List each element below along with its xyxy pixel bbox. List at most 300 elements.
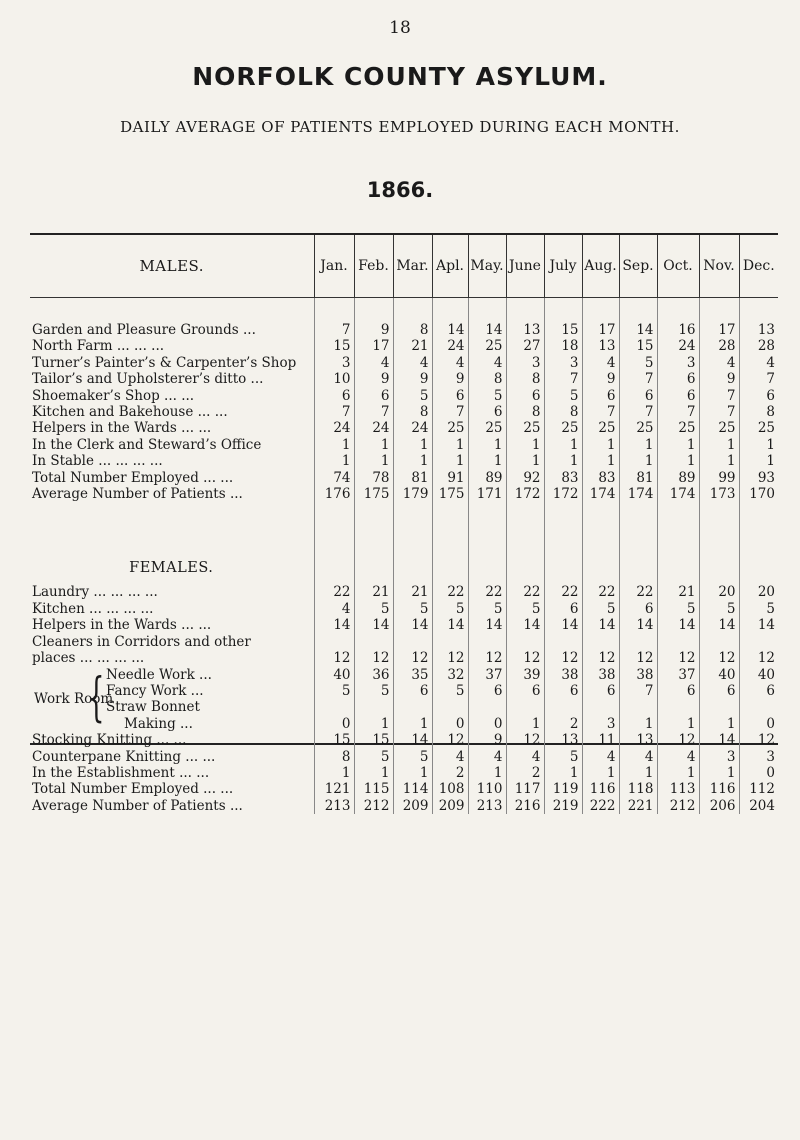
spacer-cell — [468, 634, 506, 650]
value-cell: 6 — [582, 388, 619, 404]
row-label: Cleaners in Corridors and other — [32, 633, 251, 650]
value-cell: 222 — [582, 798, 619, 814]
value-cell: 114 — [393, 781, 432, 797]
value-cell: 35 — [393, 667, 432, 683]
value-cell: 7 — [699, 388, 739, 404]
table-row — [30, 371, 778, 387]
value-cell: 7 — [582, 404, 619, 420]
value-cell: 36 — [354, 667, 393, 683]
value-cell: 171 — [468, 486, 506, 502]
row-label: places ... ... ... ... — [32, 650, 145, 667]
value-cell: 0 — [432, 716, 468, 732]
value-cell: 38 — [544, 667, 582, 683]
value-cell: 91 — [432, 470, 468, 486]
table-row — [30, 732, 778, 748]
spacer-cell — [699, 699, 739, 715]
spacer-cell — [393, 502, 432, 584]
value-cell: 5 — [739, 601, 778, 617]
value-cell: 6 — [432, 388, 468, 404]
value-cell: 25 — [544, 420, 582, 436]
spacer-cell — [699, 298, 739, 323]
value-cell: 7 — [619, 683, 657, 699]
value-cell: 173 — [699, 486, 739, 502]
value-cell: 12 — [506, 732, 544, 748]
value-cell: 32 — [432, 667, 468, 683]
value-cell: 4 — [314, 601, 354, 617]
value-cell: 2 — [432, 765, 468, 781]
value-cell: 7 — [314, 322, 354, 338]
value-cell: 5 — [314, 683, 354, 699]
value-cell: 5 — [354, 683, 393, 699]
value-cell: 1 — [657, 716, 699, 732]
value-cell: 1 — [506, 716, 544, 732]
value-cell: 38 — [619, 667, 657, 683]
page-title: NORFOLK COUNTY ASYLUM. — [192, 62, 608, 91]
row-label: Average Number of Patients ... — [32, 486, 243, 503]
value-cell: 13 — [739, 322, 778, 338]
value-cell: 89 — [468, 470, 506, 486]
value-cell: 28 — [699, 338, 739, 354]
value-cell: 6 — [506, 683, 544, 699]
month-header: Jan. — [314, 235, 354, 298]
spacer-cell — [354, 502, 393, 584]
value-cell: 3 — [739, 749, 778, 765]
month-header: Oct. — [657, 235, 699, 298]
value-cell: 18 — [544, 338, 582, 354]
value-cell: 1 — [314, 765, 354, 781]
value-cell: 219 — [544, 798, 582, 814]
table-row — [30, 584, 778, 600]
value-cell: 12 — [468, 650, 506, 666]
value-cell: 1 — [393, 765, 432, 781]
row-label: Laundry ... ... ... ... — [32, 584, 158, 601]
work-room-item — [32, 716, 311, 732]
spacer-cell — [582, 634, 619, 650]
value-cell: 6 — [354, 388, 393, 404]
value-cell: 12 — [432, 650, 468, 666]
value-cell: 3 — [506, 355, 544, 371]
value-cell: 4 — [619, 749, 657, 765]
spacer-cell — [432, 634, 468, 650]
males-header: MALES. — [30, 235, 314, 298]
value-cell: 0 — [314, 716, 354, 732]
table-row — [30, 634, 778, 650]
value-cell: 6 — [699, 683, 739, 699]
section-heading: FEMALES. — [129, 560, 214, 577]
value-cell: 1 — [582, 437, 619, 453]
value-cell: 6 — [506, 388, 544, 404]
value-cell: 17 — [354, 338, 393, 354]
value-cell: 1 — [506, 437, 544, 453]
row-label: Stocking Knitting ... ... — [32, 732, 187, 749]
value-cell: 1 — [739, 437, 778, 453]
value-cell: 14 — [468, 322, 506, 338]
value-cell: 1 — [354, 437, 393, 453]
row-label: Garden and Pleasure Grounds ... — [32, 322, 256, 338]
row-label: Making ... — [124, 715, 193, 732]
value-cell: 3 — [544, 355, 582, 371]
value-cell: 0 — [468, 716, 506, 732]
value-cell: 7 — [619, 371, 657, 387]
value-cell: 12 — [699, 650, 739, 666]
value-cell: 179 — [393, 486, 432, 502]
value-cell: 37 — [468, 667, 506, 683]
value-cell: 25 — [506, 420, 544, 436]
row-label — [30, 716, 314, 732]
spacer-cell — [544, 502, 582, 584]
value-cell: 5 — [393, 601, 432, 617]
row-label: Kitchen ... ... ... ... — [32, 600, 154, 617]
value-cell: 14 — [506, 617, 544, 633]
value-cell: 7 — [314, 404, 354, 420]
value-cell: 12 — [506, 650, 544, 666]
spacer-cell — [314, 634, 354, 650]
value-cell: 14 — [739, 617, 778, 633]
value-cell: 4 — [432, 749, 468, 765]
value-cell: 24 — [354, 420, 393, 436]
value-cell: 22 — [506, 584, 544, 600]
value-cell: 119 — [544, 781, 582, 797]
value-cell: 1 — [468, 765, 506, 781]
value-cell: 15 — [314, 732, 354, 748]
value-cell: 1 — [354, 453, 393, 469]
row-label: In the Establishment ... ... — [32, 764, 210, 781]
value-cell: 1 — [544, 765, 582, 781]
value-cell: 110 — [468, 781, 506, 797]
value-cell: 1 — [619, 716, 657, 732]
value-cell: 213 — [468, 798, 506, 814]
value-cell: 13 — [619, 732, 657, 748]
value-cell: 116 — [582, 781, 619, 797]
spacer-cell — [468, 699, 506, 715]
value-cell: 5 — [468, 388, 506, 404]
value-cell: 17 — [582, 322, 619, 338]
spacer-cell — [354, 298, 393, 323]
value-cell: 9 — [354, 371, 393, 387]
month-header: June — [506, 235, 544, 298]
value-cell: 212 — [657, 798, 699, 814]
value-cell: 25 — [468, 420, 506, 436]
value-cell: 25 — [699, 420, 739, 436]
value-cell: 8 — [314, 749, 354, 765]
value-cell: 12 — [739, 732, 778, 748]
value-cell: 8 — [468, 371, 506, 387]
spacer-cell — [739, 502, 778, 584]
value-cell: 1 — [619, 437, 657, 453]
value-cell: 1 — [657, 453, 699, 469]
value-cell: 28 — [739, 338, 778, 354]
value-cell: 25 — [739, 420, 778, 436]
month-header: Dec. — [739, 235, 778, 298]
table-row — [30, 453, 778, 469]
value-cell: 209 — [432, 798, 468, 814]
value-cell: 14 — [619, 617, 657, 633]
value-cell: 115 — [354, 781, 393, 797]
value-cell: 1 — [544, 453, 582, 469]
table-body — [30, 298, 778, 815]
value-cell: 1 — [699, 453, 739, 469]
value-cell: 25 — [432, 420, 468, 436]
value-cell: 6 — [393, 683, 432, 699]
value-cell: 12 — [354, 650, 393, 666]
value-cell: 9 — [468, 732, 506, 748]
value-cell: 12 — [314, 650, 354, 666]
value-cell: 5 — [619, 355, 657, 371]
value-cell: 40 — [699, 667, 739, 683]
spacer-cell — [314, 298, 354, 323]
value-cell: 7 — [739, 371, 778, 387]
value-cell: 5 — [699, 601, 739, 617]
spacer-cell — [30, 298, 314, 323]
value-cell: 1 — [657, 765, 699, 781]
spacer-cell — [468, 502, 506, 584]
row-label: Needle Work ... — [106, 666, 212, 683]
spacer-cell — [506, 502, 544, 584]
value-cell: 7 — [354, 404, 393, 420]
row-label: In the Clerk and Steward’s Office — [32, 436, 262, 453]
value-cell: 14 — [468, 617, 506, 633]
value-cell: 20 — [739, 584, 778, 600]
value-cell: 40 — [314, 667, 354, 683]
row-label: Total Number Employed ... ... — [32, 781, 234, 798]
value-cell: 14 — [699, 732, 739, 748]
value-cell: 3 — [657, 355, 699, 371]
employment-table — [30, 235, 778, 814]
value-cell: 21 — [657, 584, 699, 600]
table-row — [30, 322, 778, 338]
value-cell: 1 — [468, 453, 506, 469]
value-cell: 14 — [393, 732, 432, 748]
value-cell: 22 — [619, 584, 657, 600]
value-cell: 13 — [582, 338, 619, 354]
table-row — [30, 338, 778, 354]
value-cell: 116 — [699, 781, 739, 797]
value-cell: 118 — [619, 781, 657, 797]
spacer-cell — [468, 298, 506, 323]
table-row — [30, 404, 778, 420]
month-header: July — [544, 235, 582, 298]
value-cell: 14 — [619, 322, 657, 338]
value-cell: 99 — [699, 470, 739, 486]
value-cell: 12 — [393, 650, 432, 666]
value-cell: 170 — [739, 486, 778, 502]
value-cell: 175 — [354, 486, 393, 502]
row-label: Tailor’s and Upholsterer’s ditto ... — [32, 371, 264, 388]
value-cell: 24 — [393, 420, 432, 436]
value-cell: 204 — [739, 798, 778, 814]
value-cell: 1 — [432, 453, 468, 469]
spacer-cell — [432, 502, 468, 584]
spacer-cell — [354, 699, 393, 715]
value-cell: 21 — [393, 338, 432, 354]
value-cell: 2 — [544, 716, 582, 732]
table-row — [30, 765, 778, 781]
value-cell: 4 — [582, 355, 619, 371]
value-cell: 81 — [619, 470, 657, 486]
value-cell: 14 — [582, 617, 619, 633]
value-cell: 4 — [506, 749, 544, 765]
value-cell: 172 — [506, 486, 544, 502]
value-cell: 5 — [468, 601, 506, 617]
value-cell: 0 — [739, 716, 778, 732]
value-cell: 10 — [314, 371, 354, 387]
value-cell: 1 — [699, 716, 739, 732]
row-label: Total Number Employed ... ... — [32, 469, 234, 486]
page-subtitle: DAILY AVERAGE OF PATIENTS EMPLOYED DURING EACH MONTH. — [120, 118, 680, 136]
value-cell: 5 — [432, 683, 468, 699]
spacer-cell — [506, 634, 544, 650]
section-row — [30, 502, 778, 584]
page-number: 18 — [389, 18, 411, 38]
value-cell: 40 — [739, 667, 778, 683]
value-cell: 9 — [354, 322, 393, 338]
value-cell: 8 — [739, 404, 778, 420]
value-cell: 5 — [582, 601, 619, 617]
value-cell: 22 — [432, 584, 468, 600]
value-cell: 3 — [314, 355, 354, 371]
row-label: Kitchen and Bakehouse ... ... — [32, 404, 228, 421]
value-cell: 20 — [699, 584, 739, 600]
value-cell: 6 — [314, 388, 354, 404]
value-cell: 14 — [699, 617, 739, 633]
value-cell: 1 — [393, 453, 432, 469]
value-cell: 3 — [699, 749, 739, 765]
spacer-cell — [544, 298, 582, 323]
value-cell: 8 — [506, 404, 544, 420]
value-cell: 25 — [582, 420, 619, 436]
value-cell: 6 — [468, 683, 506, 699]
month-header: Sep. — [619, 235, 657, 298]
value-cell: 78 — [354, 470, 393, 486]
value-cell: 6 — [657, 683, 699, 699]
value-cell: 22 — [314, 584, 354, 600]
value-cell: 4 — [739, 355, 778, 371]
value-cell: 11 — [582, 732, 619, 748]
value-cell: 7 — [432, 404, 468, 420]
value-cell: 14 — [314, 617, 354, 633]
value-cell: 1 — [354, 716, 393, 732]
value-cell: 21 — [354, 584, 393, 600]
value-cell: 15 — [619, 338, 657, 354]
table-row — [30, 470, 778, 486]
spacer-cell — [506, 298, 544, 323]
value-cell: 4 — [657, 749, 699, 765]
value-cell: 1 — [739, 453, 778, 469]
value-cell: 9 — [582, 371, 619, 387]
value-cell: 4 — [354, 355, 393, 371]
value-cell: 1 — [314, 437, 354, 453]
work-room-item — [32, 699, 311, 715]
row-label: Helpers in the Wards ... ... — [32, 617, 212, 634]
value-cell: 4 — [393, 355, 432, 371]
value-cell: 12 — [544, 650, 582, 666]
value-cell: 206 — [699, 798, 739, 814]
table-row — [30, 650, 778, 666]
table-row — [30, 683, 778, 699]
row-label: Shoemaker’s Shop ... ... — [32, 387, 195, 404]
value-cell: 5 — [544, 388, 582, 404]
value-cell: 5 — [506, 601, 544, 617]
brace-icon: { — [88, 667, 105, 728]
value-cell: 5 — [657, 601, 699, 617]
value-cell: 1 — [393, 716, 432, 732]
value-cell: 221 — [619, 798, 657, 814]
value-cell: 17 — [699, 322, 739, 338]
value-cell: 3 — [582, 716, 619, 732]
value-cell: 8 — [393, 404, 432, 420]
row-label: North Farm ... ... ... — [32, 338, 165, 355]
value-cell: 83 — [544, 470, 582, 486]
value-cell: 38 — [582, 667, 619, 683]
table-row — [30, 716, 778, 732]
value-cell: 4 — [582, 749, 619, 765]
value-cell: 1 — [393, 437, 432, 453]
value-cell: 24 — [657, 338, 699, 354]
value-cell: 7 — [544, 371, 582, 387]
value-cell: 5 — [393, 749, 432, 765]
table-row — [30, 749, 778, 765]
value-cell: 14 — [393, 617, 432, 633]
value-cell: 176 — [314, 486, 354, 502]
value-cell: 1 — [582, 765, 619, 781]
value-cell: 37 — [657, 667, 699, 683]
spacer-cell — [619, 298, 657, 323]
month-header: Mar. — [393, 235, 432, 298]
value-cell: 1 — [432, 437, 468, 453]
value-cell: 24 — [314, 420, 354, 436]
value-cell: 89 — [657, 470, 699, 486]
spacer-cell — [739, 634, 778, 650]
value-cell: 93 — [739, 470, 778, 486]
value-cell: 92 — [506, 470, 544, 486]
value-cell: 83 — [582, 470, 619, 486]
value-cell: 1 — [699, 765, 739, 781]
spacer-cell — [354, 634, 393, 650]
value-cell: 15 — [314, 338, 354, 354]
value-cell: 5 — [393, 388, 432, 404]
spacer-cell — [657, 298, 699, 323]
value-cell: 4 — [468, 355, 506, 371]
value-cell: 21 — [393, 584, 432, 600]
value-cell: 1 — [657, 437, 699, 453]
table-row — [30, 437, 778, 453]
header-row — [30, 235, 778, 298]
value-cell: 0 — [739, 765, 778, 781]
value-cell: 13 — [506, 322, 544, 338]
work-room-label: Work Room — [34, 690, 114, 707]
value-cell: 112 — [739, 781, 778, 797]
value-cell: 16 — [657, 322, 699, 338]
spacer-cell — [393, 298, 432, 323]
value-cell: 216 — [506, 798, 544, 814]
value-cell: 108 — [432, 781, 468, 797]
value-cell: 5 — [354, 601, 393, 617]
value-cell: 14 — [544, 617, 582, 633]
value-cell: 2 — [506, 765, 544, 781]
spacer-cell — [582, 502, 619, 584]
table-row — [30, 617, 778, 633]
spacer-cell — [432, 298, 468, 323]
row-label: Counterpane Knitting ... ... — [32, 748, 216, 765]
value-cell: 13 — [544, 732, 582, 748]
spacer-cell — [619, 502, 657, 584]
value-cell: 1 — [506, 453, 544, 469]
value-cell: 1 — [354, 765, 393, 781]
value-cell: 6 — [657, 371, 699, 387]
employment-table-frame — [30, 233, 778, 814]
value-cell: 8 — [393, 322, 432, 338]
value-cell: 113 — [657, 781, 699, 797]
